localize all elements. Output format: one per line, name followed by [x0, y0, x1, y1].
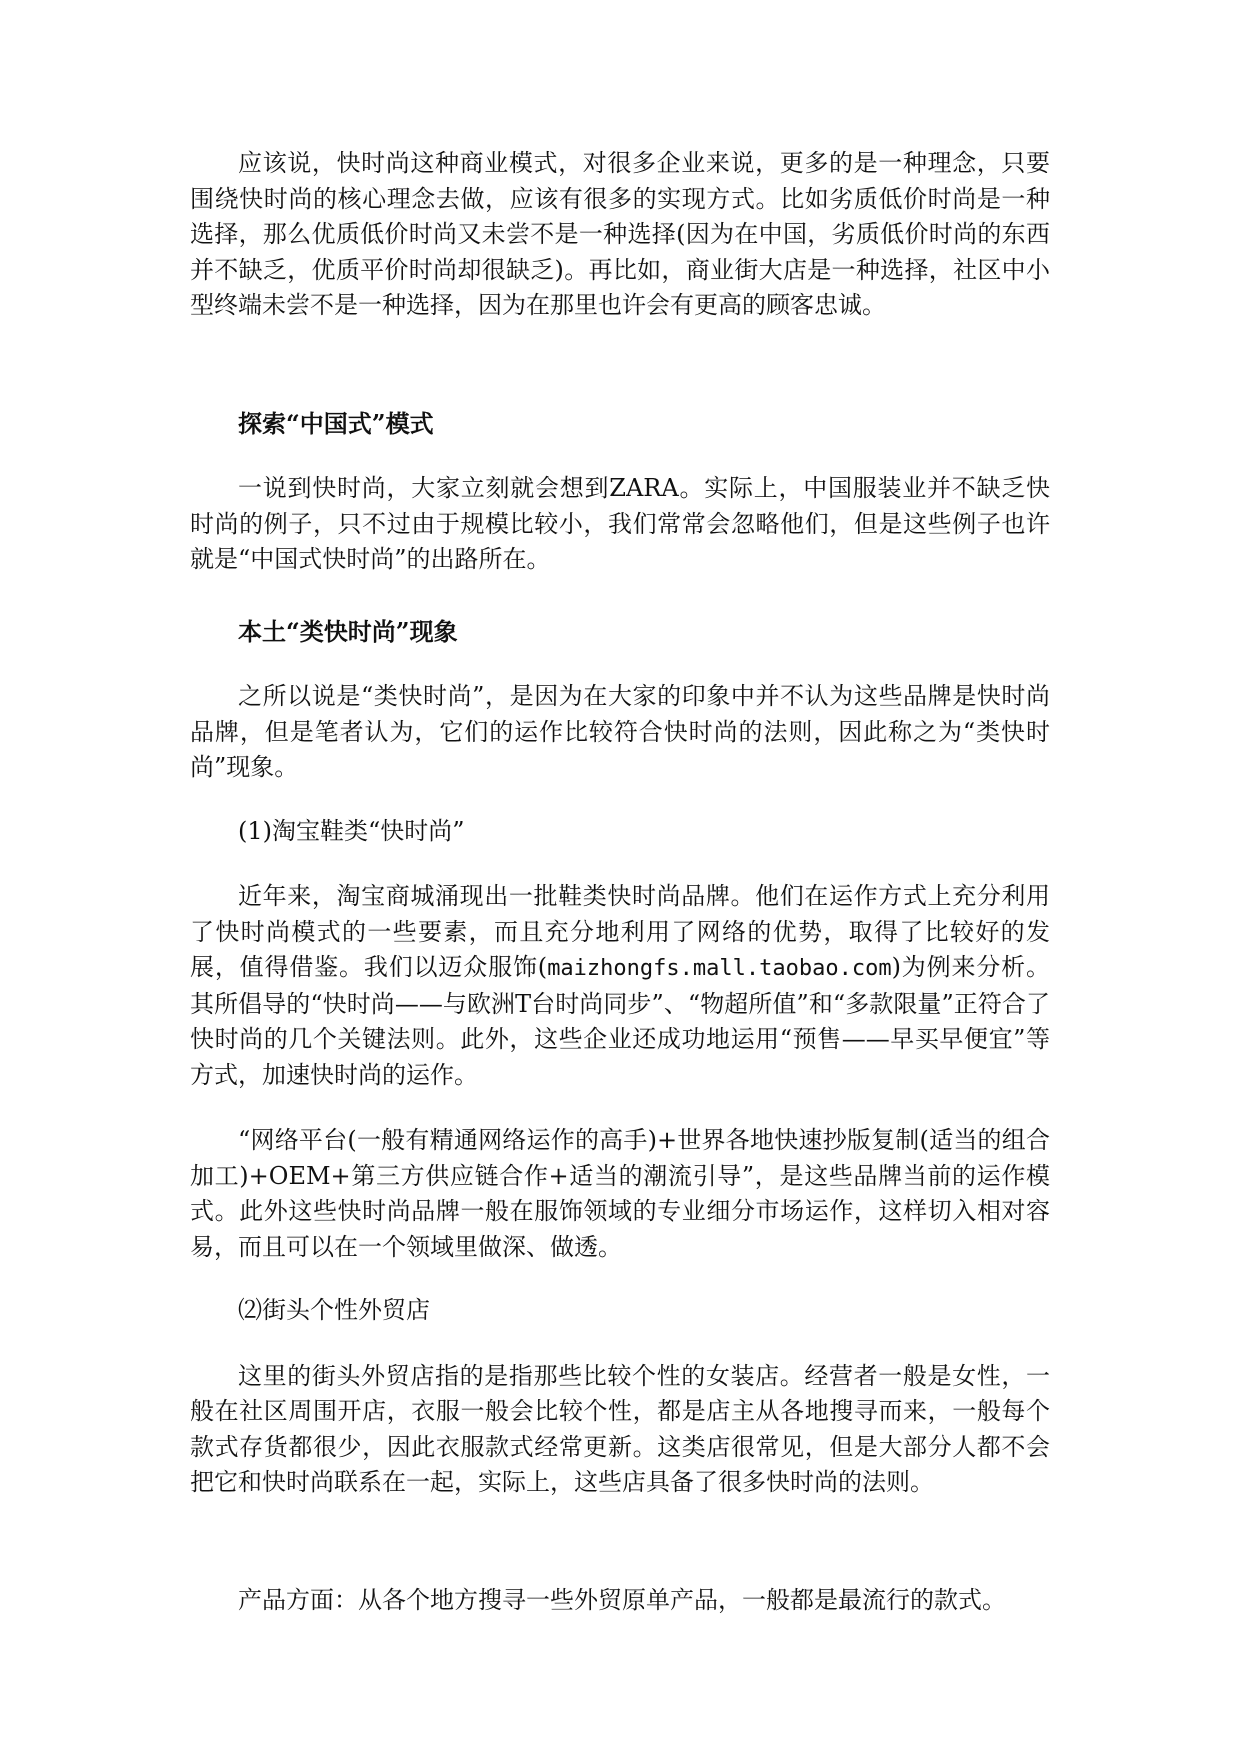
paragraph-products: 产品方面：从各个地方搜寻一些外贸原单产品，一般都是最流行的款式。	[238, 1585, 1006, 1614]
paragraph-intro: 应该说，快时尚这种商业模式，对很多企业来说，更多的是一种理念，只要围绕快时尚的核心理念去做，应该有很多的实现方式。比如劣质低价时尚是一种选择，那么优质低价时尚又未尝不是一种选择(因为在中国，劣质低价时尚的东西并不缺乏，优质平价时尚却很缺乏)。再比如，商业街大店是一种选择，社区中小型终端未尝不是一种选择，因为在那里也许会有更高的顾客忠诚。	[190, 149, 1050, 319]
paragraph-quasi-fast-fashion: 之所以说是“类快时尚”，是因为在大家的印象中并不认为这些品牌是快时尚品牌，但是笔者认为，它们的运作比较符合快时尚的法则，因此称之为“类快时尚”现象。	[190, 682, 1050, 781]
section-heading-local-phenomenon: 本土“类快时尚”现象	[238, 616, 458, 646]
subheading-street-boutiques: ⑵街头个性外贸店	[238, 1296, 430, 1324]
section-heading-china-model: 探索“中国式”模式	[238, 408, 434, 438]
paragraph-taobao-text-a: 近年来，淘宝商城涌现出一批鞋类快时尚品牌。他们在运作方式上充分利用了快时尚模式的一些要素，而且充分地利用了网络的优势，取得了比较好的发展，值得借鉴。我们以迈众服饰(	[190, 882, 1050, 981]
document-page	[190, 146, 1050, 1618]
subheading-taobao-shoes: (1)淘宝鞋类“快时尚”	[238, 816, 465, 845]
store-url: maizhongfs.mall.taobao.com	[547, 956, 892, 981]
paragraph-street-boutiques: 这里的街头外贸店指的是指那些比较个性的女装店。经营者一般是女性，一般在社区周围开店，衣服一般会比较个性，都是店主从各地搜寻而来，一般每个款式存货都很少，因此衣服款式经常更新。这类店很常见，但是大部分人都不会把它和快时尚联系在一起，实际上，这些店具备了很多快时尚的法则。	[190, 1361, 1050, 1496]
paragraph-operating-model: “网络平台(一般有精通网络运作的高手)+世界各地快速抄版复制(适当的组合加工)+OEM+第三方供应链合作+适当的潮流引导”，是这些品牌当前的运作模式。此外这些快时尚品牌一般在服饰领域的专业细分市场运作，这样切入相对容易，而且可以在一个领域里做深、做透。	[190, 1126, 1050, 1261]
paragraph-zara: 一说到快时尚，大家立刻就会想到ZARA。实际上，中国服装业并不缺乏快时尚的例子，只不过由于规模比较小，我们常常会忽略他们，但是这些例子也许就是“中国式快时尚”的出路所在。	[190, 474, 1050, 573]
paragraph-taobao-brands	[190, 879, 1050, 1093]
paragraph-taobao-text-b: )为例来分析。其所倡导的“快时尚——与欧洲T台时尚同步”、“物超所值”和“多款限量”正符合了快时尚的几个关键法则。此外，这些企业还成功地运用“预售——早买早便宜”等方式，加速快时尚的运作。	[190, 953, 1050, 1089]
